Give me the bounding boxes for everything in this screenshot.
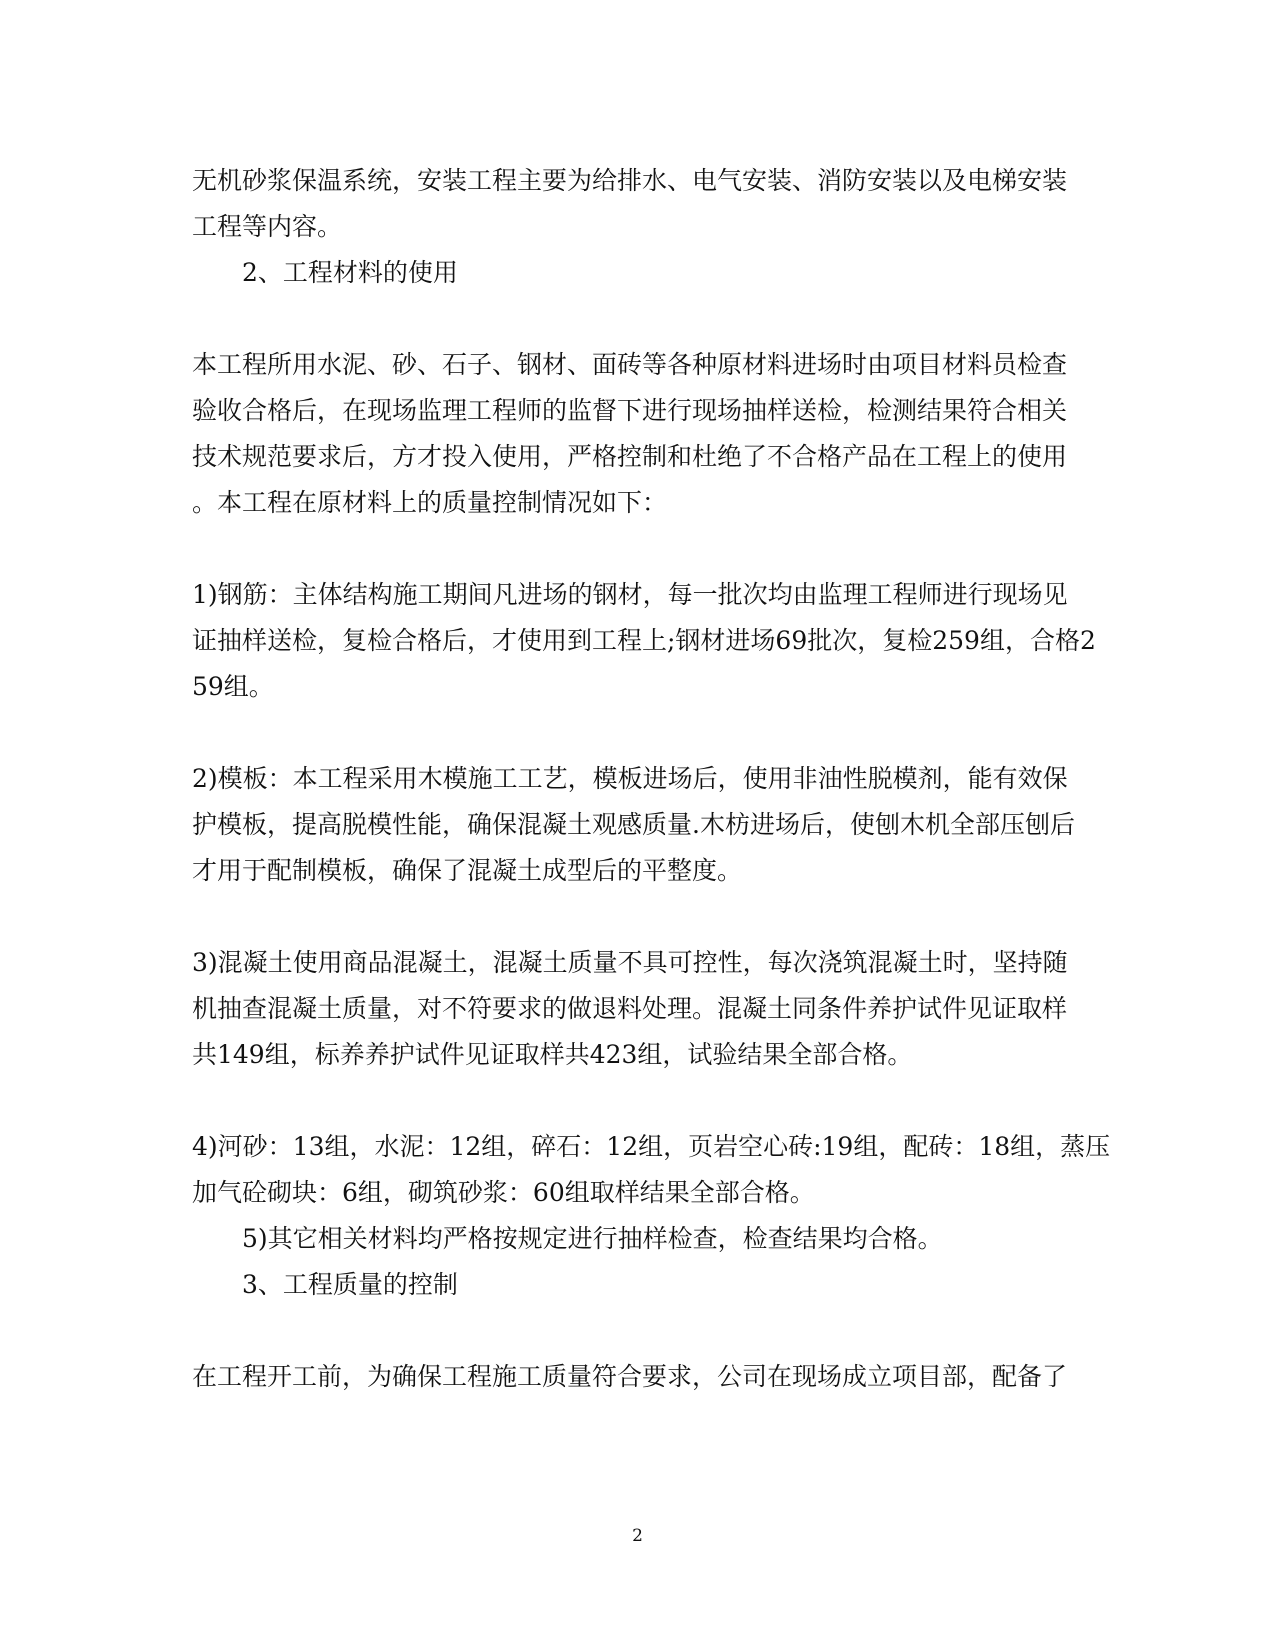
section-heading: 2、工程材料的使用 [242,258,458,287]
body-text-line: 本工程所用水泥、砂、石子、钢材、面砖等各种原材料进场时由项目材料员检查 [192,350,1068,379]
list-item-line: 才用于配制模板，确保了混凝土成型后的平整度。 [192,856,743,885]
body-text-line: 无机砂浆保温系统，安装工程主要为给排水、电气安装、消防安装以及电梯安装 [192,166,1068,195]
list-item-line: 4)河砂：13组，水泥：12组，碎石：12组，页岩空心砖:19组，配砖：18组，蒸压 [192,1132,1111,1161]
list-item-line: 证抽样送检，复检合格后，才使用到工程上;钢材进场69批次，复检259组，合格2 [192,626,1096,655]
body-text-line: 在工程开工前，为确保工程施工质量符合要求，公司在现场成立项目部，配备了 [192,1362,1068,1391]
list-item-line: 加气砼砌块：6组，砌筑砂浆：60组取样结果全部合格。 [192,1178,815,1207]
body-text-line: 工程等内容。 [192,212,343,241]
body-text-line: 。本工程在原材料上的质量控制情况如下： [192,488,668,517]
list-item-line: 1)钢筋：主体结构施工期间凡进场的钢材，每一批次均由监理工程师进行现场见 [192,580,1068,609]
body-text-line: 技术规范要求后，方才投入使用，严格控制和杜绝了不合格产品在工程上的使用 [192,442,1068,471]
body-text-line: 验收合格后，在现场监理工程师的监督下进行现场抽样送检，检测结果符合相关 [192,396,1068,425]
list-item-line: 3)混凝土使用商品混凝土，混凝土质量不具可控性，每次浇筑混凝土时，坚持随 [192,948,1068,977]
list-item-line: 共149组，标养养护试件见证取样共423组，试验结果全部合格。 [192,1040,913,1069]
list-item-line: 2)模板：本工程采用木模施工工艺，模板进场后，使用非油性脱模剂，能有效保 [192,764,1068,793]
section-heading: 3、工程质量的控制 [242,1270,458,1299]
list-item-line: 5)其它相关材料均严格按规定进行抽样检查，检查结果均合格。 [242,1224,943,1253]
page-number: 2 [632,1526,643,1546]
list-item-line: 机抽查混凝土质量，对不符要求的做退料处理。混凝土同条件养护试件见证取样 [192,994,1068,1023]
list-item-line: 护模板，提高脱模性能，确保混凝土观感质量.木枋进场后，使刨木机全部压刨后 [192,810,1075,839]
list-item-line: 59组。 [192,672,274,701]
